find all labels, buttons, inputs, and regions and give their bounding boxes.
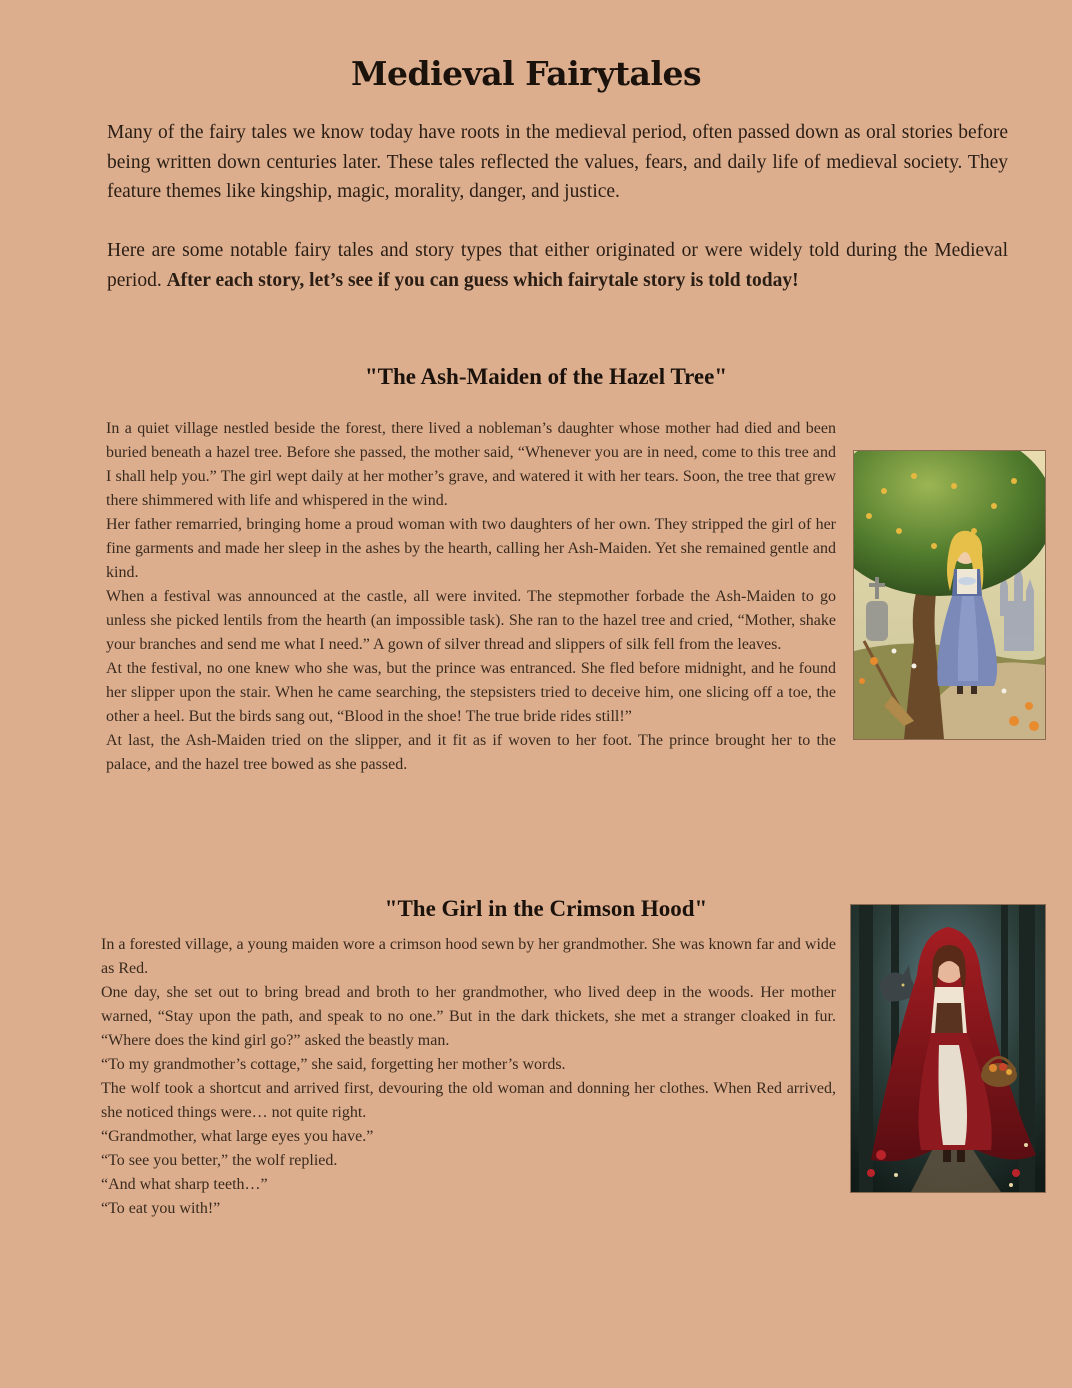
- crimson-hood-illustration-icon: [851, 905, 1045, 1192]
- story-paragraph: “To see you better,” the wolf replied.: [101, 1152, 338, 1169]
- story-paragraph: At the festival, no one knew who she was, but the prince was entranced. She fled before midnight, and he found her slipper upon the stair. When he came searching, the stepsisters tried to deceive him, one slicing off a toe, the other a heel. But the birds sang out, “Blood in the shoe! The true bride rides still!”: [106, 660, 836, 725]
- story-paragraph: One day, she set out to bring bread and broth to her grandmother, who lived deep in the woods. Her mother warned, “Stay upon the path, and speak to no one.” But in the dark thickets, she met a stranger cloaked in fur. “Where does the kind girl go?” asked the beastly man.: [101, 984, 836, 1049]
- story-paragraph: “To my grandmother’s cottage,” she said, forgetting her mother’s words.: [101, 1056, 566, 1073]
- intro-callout: After each story, let’s see if you can guess which fairytale story is told today!: [166, 269, 799, 291]
- intro-text: Here are some notable fairy tales and story types that either originated or were widely told during the Medieval period.: [107, 240, 1008, 291]
- story-body-crimson-hood: [101, 933, 836, 1221]
- intro-paragraph: Many of the fairy tales we know today have roots in the medieval period, often passed down as oral stories before being written down centuries later. These tales reflected the values, fears, and daily life of medieval society. They feature themes like kingship, magic, morality, danger, and justice.: [107, 122, 1008, 202]
- ash-maiden-illustration: [853, 450, 1046, 740]
- intro-paragraph-2: [107, 236, 1008, 295]
- crimson-hood-illustration: [850, 904, 1046, 1193]
- story-paragraph: In a forested village, a young maiden wore a crimson hood sewn by her grandmother. She was known far and wide as Red.: [101, 936, 836, 977]
- story-title-ash-maiden: "The Ash-Maiden of the Hazel Tree": [364, 364, 728, 389]
- story-body-ash-maiden: [106, 417, 836, 777]
- story-paragraph: “And what sharp teeth…”: [101, 1176, 268, 1193]
- story-paragraph: In a quiet village nestled beside the forest, there lived a nobleman’s daughter whose mother had died and been buried beneath a hazel tree. Before she passed, the mother said, “Whenever you are in need, come to this tree and I shall help you.” The girl wept daily at her mother’s grave, and watered it with her tears. Soon, the tree that grew there shimmered with life and whispered in the wind.: [106, 420, 836, 509]
- story-paragraph: “To eat you with!”: [101, 1200, 221, 1217]
- story-title-crimson-hood: "The Girl in the Crimson Hood": [384, 896, 708, 921]
- ash-maiden-illustration-icon: [854, 451, 1045, 739]
- story-paragraph: When a festival was announced at the castle, all were invited. The stepmother forbade the Ash-Maiden to go unless she picked lentils from the hearth (an impossible task). She ran to the hazel tree and cried, “Mother, shake your branches and send me what I need.” A gown of silver thread and slippers of silk fell from the leaves.: [106, 588, 836, 653]
- page-title: Medieval Fairytales: [350, 54, 702, 93]
- story-paragraph: Her father remarried, bringing home a proud woman with two daughters of her own. They stripped the girl of her fine garments and made her sleep in the ashes by the hearth, calling her Ash-Maiden. Yet she remained gentle and kind.: [106, 516, 836, 581]
- story-paragraph: The wolf took a shortcut and arrived first, devouring the old woman and donning her clothes. When Red arrived, she noticed things were… not quite right.: [101, 1080, 836, 1121]
- story-paragraph: At last, the Ash-Maiden tried on the slipper, and it fit as if woven to her foot. The prince brought her to the palace, and the hazel tree bowed as she passed.: [106, 732, 836, 773]
- story-paragraph: “Grandmother, what large eyes you have.”: [101, 1128, 374, 1145]
